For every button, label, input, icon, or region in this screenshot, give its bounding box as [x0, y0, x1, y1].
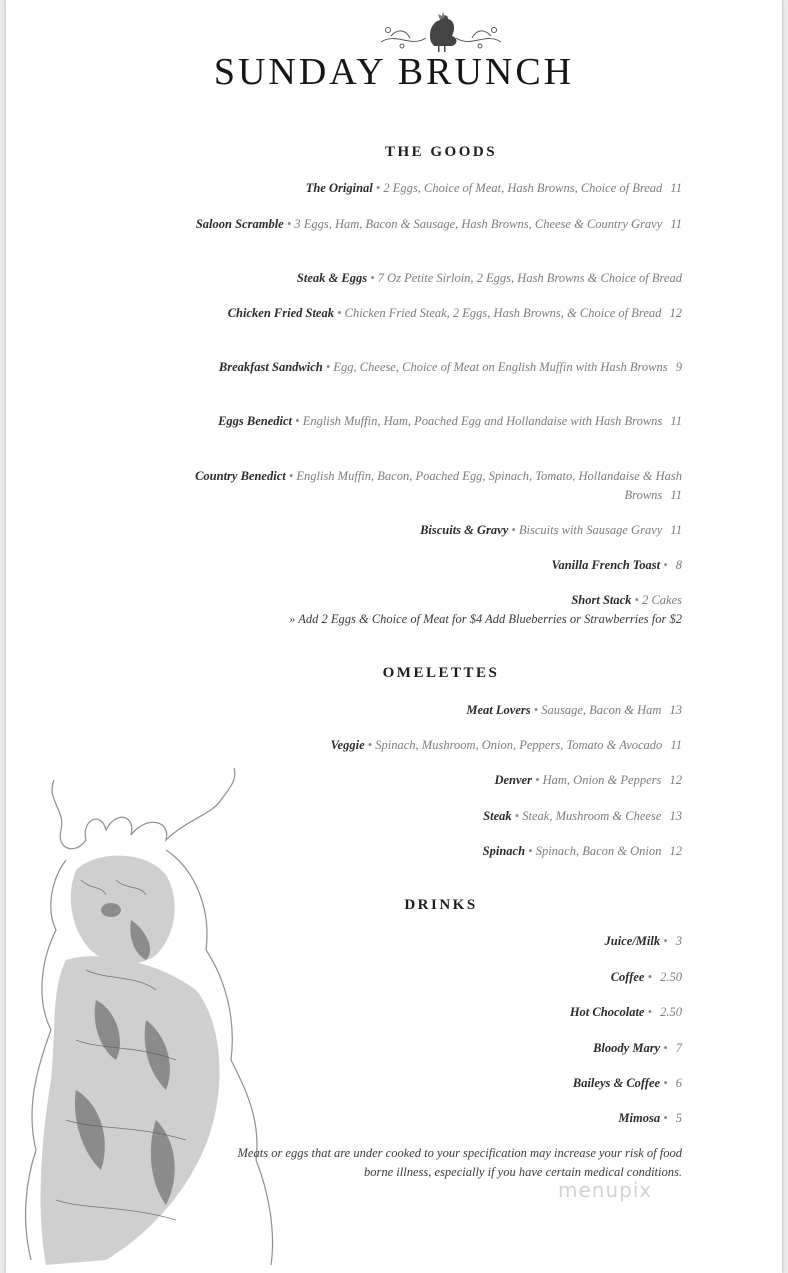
menu-item [192, 269, 682, 288]
item-description: English Muffin, Ham, Poached Egg and Hollandaise with Hash Browns [302, 414, 663, 428]
item-name: Spinach [482, 844, 526, 858]
item-name: Short Stack [571, 593, 632, 607]
item-price: 11 [670, 488, 682, 502]
item-price: 6 [675, 1076, 682, 1090]
item-description: 2 Cakes [642, 593, 682, 607]
separator: • [647, 1005, 652, 1019]
separator: • [288, 469, 294, 483]
item-price: 13 [669, 703, 682, 717]
item-name: Meat Lovers [466, 703, 531, 717]
menu-item [192, 215, 682, 234]
separator: • [511, 523, 516, 537]
separator: • [535, 773, 540, 787]
item-price: 11 [670, 523, 682, 537]
menu-item [192, 179, 682, 198]
separator: • [295, 414, 300, 428]
menu-page [6, 0, 782, 1273]
separator: • [533, 703, 539, 717]
item-price: 12 [669, 773, 682, 787]
item-name: Biscuits & Gravy [420, 523, 509, 537]
item-name: Saloon Scramble [195, 217, 284, 231]
menu-item [192, 736, 682, 755]
separator: • [663, 934, 668, 948]
menu-item [192, 556, 682, 575]
item-description: 7 Oz Petite Sirloin, 2 Eggs, Hash Browns & Choice of Bread [377, 271, 682, 285]
menu-item [192, 467, 682, 505]
add-on-note: » Add 2 Eggs & Choice of Meat for $4 Add Blueberries or Strawberries for $2 [289, 612, 682, 626]
item-price: 11 [670, 181, 682, 195]
separator: • [647, 970, 652, 984]
separator: • [370, 271, 375, 285]
item-price: 3 [675, 934, 682, 948]
item-price: 11 [670, 217, 682, 231]
item-description: Spinach, Mushroom, Onion, Peppers, Tomato & Avocado [375, 738, 663, 752]
rooster-ornament-icon [376, 8, 506, 54]
separator: • [367, 738, 373, 752]
item-price: 12 [669, 306, 682, 320]
item-price: 8 [675, 558, 682, 572]
item-description: English Muffin, Bacon, Poached Egg, Spinach, Tomato, Hollandaise & Hash Browns [296, 469, 682, 502]
separator: • [663, 1111, 668, 1125]
item-name: Juice/Milk [604, 934, 661, 948]
food-safety-disclaimer: Meats or eggs that are under cooked to your specification may increase your risk of food borne illness, especially if you have certain medical conditions. [237, 1146, 682, 1179]
menu-title: SUNDAY BRUNCH [213, 51, 575, 93]
separator: • [375, 181, 381, 195]
item-description: 3 Eggs, Ham, Bacon & Sausage, Hash Browns, Cheese & Country Gravy [294, 217, 663, 231]
menu-item [192, 701, 682, 720]
menu-item [192, 304, 682, 323]
section-title-the-goods: THE GOODS [384, 144, 498, 160]
separator: • [528, 844, 533, 858]
item-price: 12 [669, 844, 682, 858]
item-price: 2.50 [660, 1005, 682, 1019]
separator: • [663, 1041, 668, 1055]
item-name: Denver [494, 773, 532, 787]
menu-item [192, 521, 682, 540]
separator: • [325, 360, 331, 374]
item-name: Eggs Benedict [218, 414, 293, 428]
menupix-watermark: menupix [558, 1178, 653, 1202]
item-description: Steak, Mushroom & Cheese [522, 809, 662, 823]
rooster-illustration [6, 760, 286, 1273]
section-title-drinks: DRINKS [404, 897, 478, 913]
item-name: Hot Chocolate [569, 1005, 645, 1019]
menu-item [192, 591, 682, 610]
item-name: Coffee [610, 970, 645, 984]
separator: • [286, 217, 292, 231]
item-price: 5 [675, 1111, 682, 1125]
item-name: Steak & Eggs [296, 271, 368, 285]
item-name: Country Benedict [195, 469, 286, 483]
item-name: Mimosa [618, 1111, 661, 1125]
item-price: 11 [670, 414, 682, 428]
item-description: Spinach, Bacon & Onion [535, 844, 662, 858]
item-price: 9 [675, 360, 682, 374]
item-description: Egg, Cheese, Choice of Meat on English Muffin with Hash Browns [333, 360, 668, 374]
item-name: Veggie [330, 738, 365, 752]
separator: • [663, 558, 668, 572]
item-name: Baileys & Coffee [572, 1076, 661, 1090]
menu-item [192, 412, 682, 431]
item-description: Ham, Onion & Peppers [542, 773, 662, 787]
separator: • [663, 1076, 668, 1090]
item-name: The Original [305, 181, 373, 195]
separator: • [514, 809, 520, 823]
item-price: 11 [670, 738, 682, 752]
separator: • [337, 306, 342, 320]
item-name: Breakfast Sandwich [218, 360, 323, 374]
separator: • [634, 593, 639, 607]
section-title-omelettes: OMELETTES [382, 665, 500, 681]
item-price: 7 [675, 1041, 682, 1055]
item-name: Vanilla French Toast [551, 558, 661, 572]
item-name: Chicken Fried Steak [227, 306, 334, 320]
item-price: 2.50 [660, 970, 682, 984]
item-name: Steak [483, 809, 512, 823]
item-description: Sausage, Bacon & Ham [541, 703, 662, 717]
item-price: 13 [669, 809, 682, 823]
item-description: 2 Eggs, Choice of Meat, Hash Browns, Choice of Bread [383, 181, 663, 195]
item-name: Bloody Mary [593, 1041, 661, 1055]
item-description: Chicken Fried Steak, 2 Eggs, Hash Browns, & Choice of Bread [344, 306, 662, 320]
menu-item [192, 358, 682, 377]
item-description: Biscuits with Sausage Gravy [518, 523, 663, 537]
